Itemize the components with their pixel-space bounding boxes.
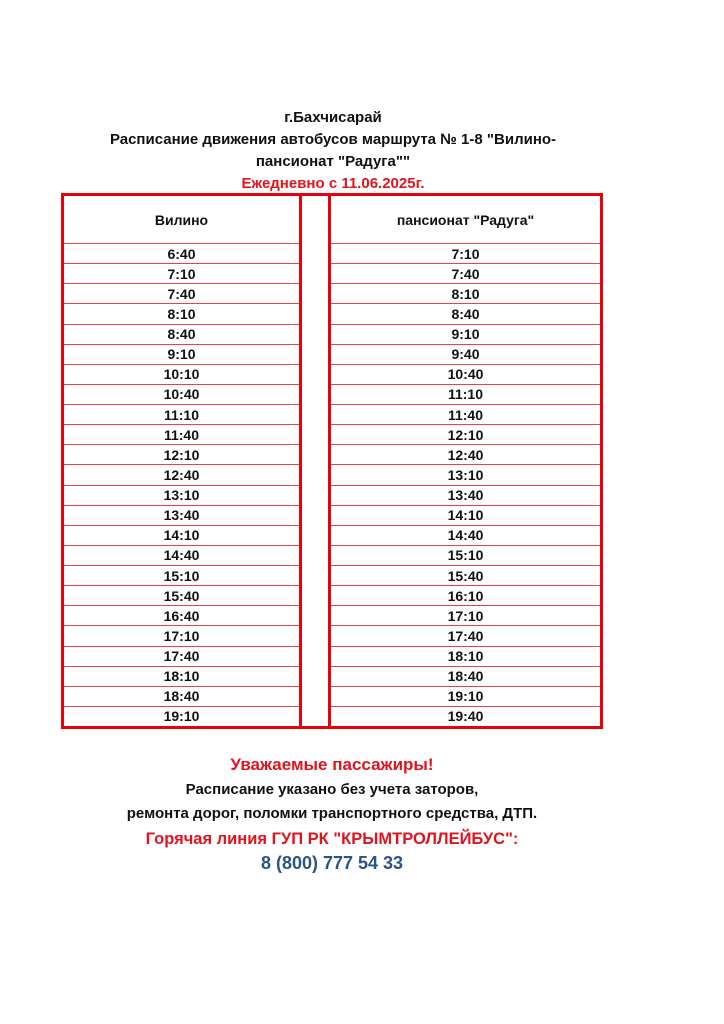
departure-time: 10:40 xyxy=(331,364,600,384)
effective-date: Ежедневно с 11.06.2025г. xyxy=(241,175,425,192)
departure-time: 19:10 xyxy=(64,706,299,726)
notice-line-2: ремонта дорог, поломки транспортного средства, ДТП. xyxy=(126,805,538,822)
departure-time: 16:40 xyxy=(64,605,299,625)
schedule-title: Расписание движения автобусов маршрута № 1-8 "Вилино-пансионат "Радуга"" xyxy=(109,131,557,170)
passenger-notice xyxy=(0,753,664,876)
column-gap xyxy=(302,196,328,726)
departure-time: 10:10 xyxy=(64,364,299,384)
departure-time: 13:10 xyxy=(331,464,600,484)
departure-time: 7:40 xyxy=(64,283,299,303)
departure-time: 17:40 xyxy=(64,646,299,666)
departure-time: 15:10 xyxy=(64,565,299,585)
departure-time: 7:10 xyxy=(64,263,299,283)
departure-time: 15:40 xyxy=(331,565,600,585)
departure-time: 6:40 xyxy=(64,243,299,263)
departure-time: 10:40 xyxy=(64,384,299,404)
departure-time: 8:10 xyxy=(331,283,600,303)
departures-list-raduga xyxy=(331,243,600,726)
hotline-phone: 8 (800) 777 54 33 xyxy=(260,853,404,873)
departure-time: 18:40 xyxy=(331,666,600,686)
document-header xyxy=(73,107,593,195)
departure-time: 9:40 xyxy=(331,344,600,364)
column-heading-raduga: пансионат "Радуга" xyxy=(396,211,535,228)
departure-time: 14:10 xyxy=(331,505,600,525)
timetable xyxy=(61,193,603,729)
departure-time: 13:40 xyxy=(64,505,299,525)
departure-time: 19:10 xyxy=(331,686,600,706)
departure-time: 17:40 xyxy=(331,625,600,645)
departure-time: 12:10 xyxy=(64,444,299,464)
notice-greeting: Уважаемые пассажиры! xyxy=(230,755,434,774)
notice-line-1: Расписание указано без учета заторов, xyxy=(185,780,479,798)
departures-list-vilino xyxy=(64,243,299,726)
departure-time: 14:40 xyxy=(64,545,299,565)
timetable-column-raduga xyxy=(331,196,600,726)
departure-time: 11:10 xyxy=(331,384,600,404)
departure-time: 14:10 xyxy=(64,525,299,545)
departure-time: 18:10 xyxy=(331,646,600,666)
timetable-column-vilino xyxy=(64,196,299,726)
departure-time: 8:40 xyxy=(331,303,600,323)
departure-time: 16:10 xyxy=(331,585,600,605)
departure-time: 7:40 xyxy=(331,263,600,283)
departure-time: 12:40 xyxy=(64,464,299,484)
departure-time: 8:40 xyxy=(64,324,299,344)
departure-time: 17:10 xyxy=(331,605,600,625)
departure-time: 9:10 xyxy=(64,344,299,364)
column-heading-vilino: Вилино xyxy=(154,211,209,228)
departure-time: 15:40 xyxy=(64,585,299,605)
departure-time: 11:40 xyxy=(64,424,299,444)
departure-time: 19:40 xyxy=(331,706,600,726)
departure-time: 18:10 xyxy=(64,666,299,686)
departure-time: 13:40 xyxy=(331,485,600,505)
hotline-label: Горячая линия ГУП РК "КРЫМТРОЛЛЕЙБУС": xyxy=(145,829,519,848)
departure-time: 17:10 xyxy=(64,625,299,645)
city-name: г.Бахчисарай xyxy=(284,109,382,126)
departure-time: 8:10 xyxy=(64,303,299,323)
departure-time: 11:10 xyxy=(64,404,299,424)
departure-time: 12:40 xyxy=(331,444,600,464)
departure-time: 11:40 xyxy=(331,404,600,424)
departure-time: 15:10 xyxy=(331,545,600,565)
departure-time: 13:10 xyxy=(64,485,299,505)
departure-time: 9:10 xyxy=(331,324,600,344)
departure-time: 14:40 xyxy=(331,525,600,545)
departure-time: 7:10 xyxy=(331,243,600,263)
departure-time: 18:40 xyxy=(64,686,299,706)
departure-time: 12:10 xyxy=(331,424,600,444)
